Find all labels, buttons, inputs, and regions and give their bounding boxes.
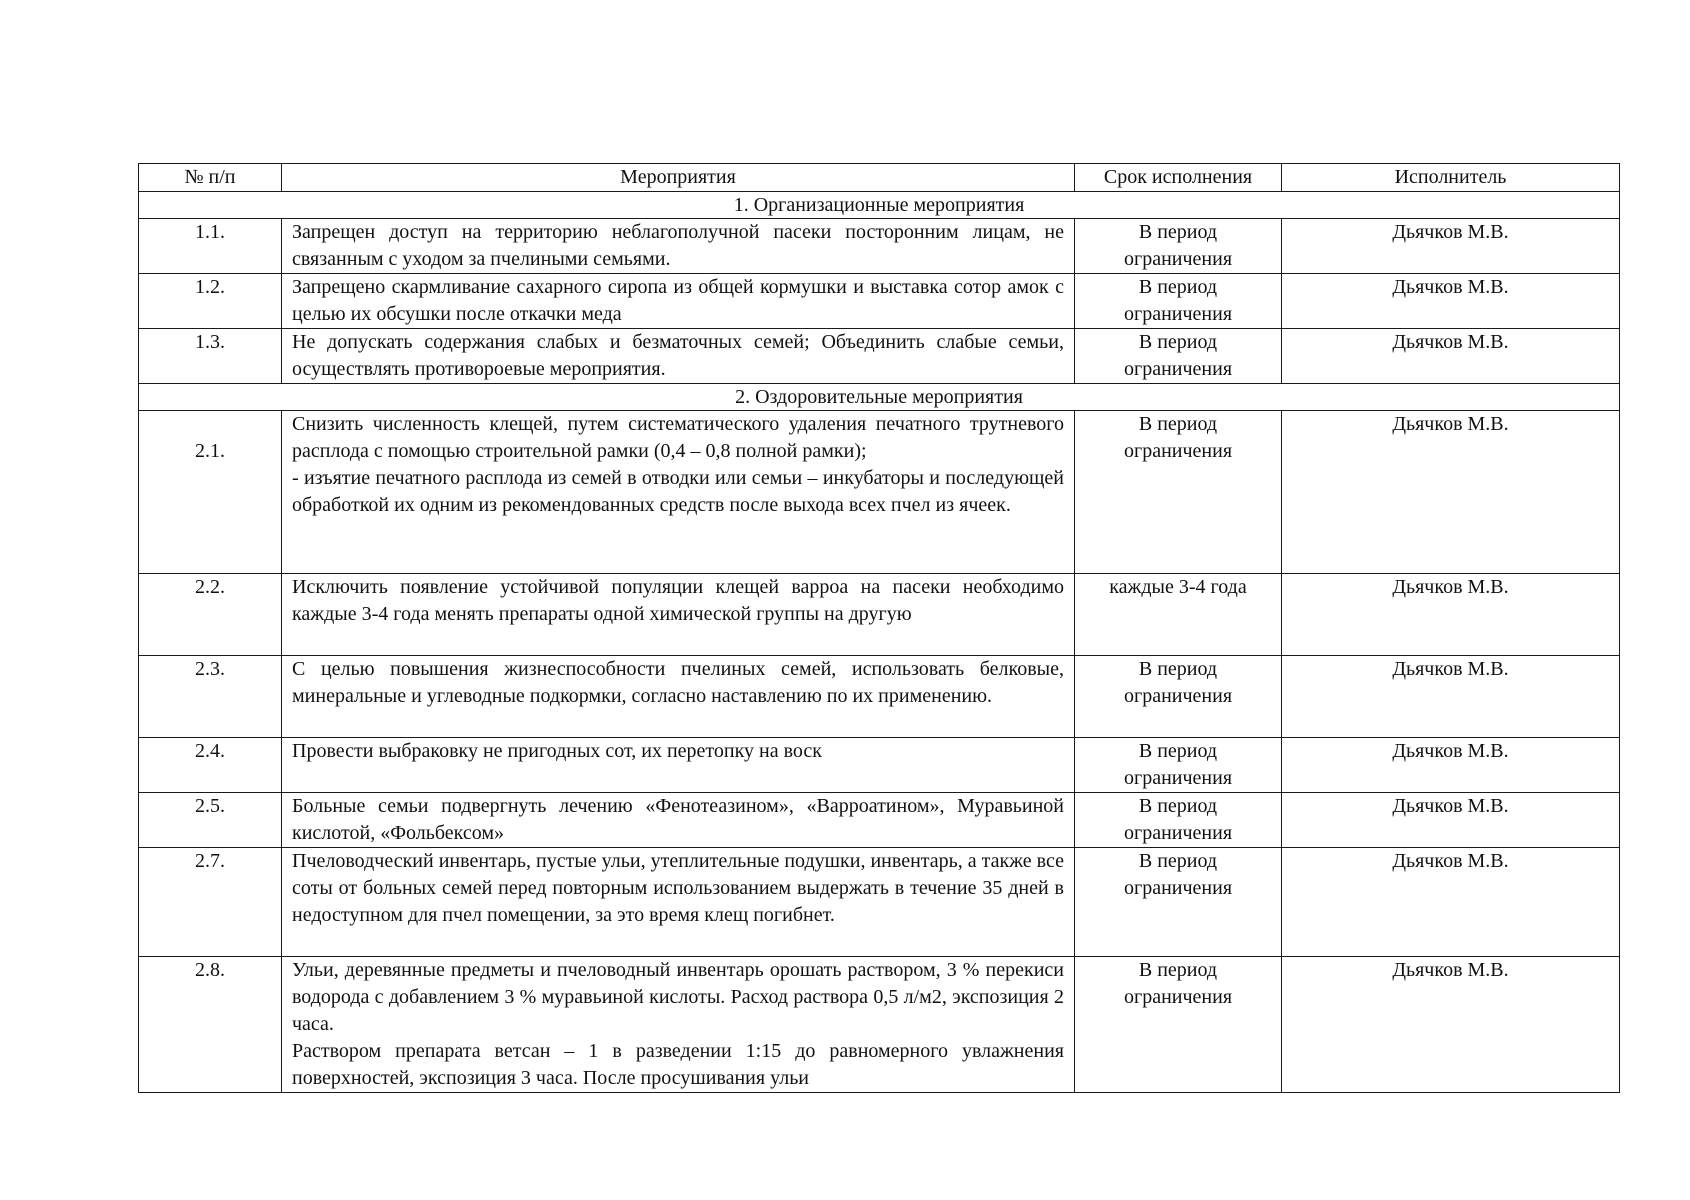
row-activity xyxy=(282,411,1075,574)
row-executor: Дьячков М.В. xyxy=(1282,848,1620,957)
row-term: В период ограничения xyxy=(1075,656,1282,738)
row-number: 2.8. xyxy=(139,957,282,1093)
row-term: В период ограничения xyxy=(1075,848,1282,957)
activity-paragraph: Ульи, деревянные предметы и пчеловодный инвентарь орошать раствором, 3 % перекиси водорода с добавлением 3 % муравьиной кислоты. Расход раствора 0,5 л/м2, экспозиция 2 часа. xyxy=(292,959,1064,1035)
row-term: В период ограничения xyxy=(1075,957,1282,1093)
table-row xyxy=(139,219,1620,274)
activity-paragraph: Запрещено скармливание сахарного сиропа из общей кормушки и выставка сотор амок с целью их обсушки после откачки меда xyxy=(292,276,1064,325)
row-executor: Дьячков М.В. xyxy=(1282,793,1620,848)
section-title: 2. Оздоровительные мероприятия xyxy=(139,384,1620,411)
row-activity xyxy=(282,738,1075,793)
row-number xyxy=(139,411,282,574)
row-executor: Дьячков М.В. xyxy=(1282,574,1620,656)
row-number: 2.5. xyxy=(139,793,282,848)
section-title: 1. Организационные мероприятия xyxy=(139,192,1620,219)
activity-paragraph: Раствором препарата ветсан – 1 в разведении 1:15 до равномерного увлажнения поверхностей, экспозиция 3 часа. После просушивания ульи xyxy=(292,1040,1064,1089)
row-term: В период ограничения xyxy=(1075,219,1282,274)
row-number: 1.2. xyxy=(139,274,282,329)
row-activity xyxy=(282,574,1075,656)
header-executor: Исполнитель xyxy=(1282,164,1620,192)
row-number: 2.3. xyxy=(139,656,282,738)
row-term: В период ограничения xyxy=(1075,793,1282,848)
row-executor: Дьячков М.В. xyxy=(1282,274,1620,329)
table-row xyxy=(139,329,1620,384)
activity-paragraph: Пчеловодческий инвентарь, пустые ульи, утеплительные подушки, инвентарь, а также все соты от больных семей перед повторным использованием выдержать в течение 35 дней в недоступном для пчел помещении, за это время клещ погибнет. xyxy=(292,850,1064,926)
activity-paragraph: Больные семьи подвергнуть лечению «Фенотеазином», «Варроатином», Муравьиной кислотой, «Фольбексом» xyxy=(292,795,1064,844)
header-term: Срок исполнения xyxy=(1075,164,1282,192)
row-activity xyxy=(282,274,1075,329)
row-executor: Дьячков М.В. xyxy=(1282,957,1620,1093)
row-executor: Дьячков М.В. xyxy=(1282,411,1620,574)
row-number-text: 2.1. xyxy=(195,440,225,462)
table-row xyxy=(139,848,1620,957)
row-executor: Дьячков М.В. xyxy=(1282,738,1620,793)
row-executor: Дьячков М.В. xyxy=(1282,329,1620,384)
activity-paragraph: Провести выбраковку не пригодных сот, их перетопку на воск xyxy=(292,740,823,762)
row-number: 1.1. xyxy=(139,219,282,274)
section-row xyxy=(139,384,1620,411)
measures-table xyxy=(138,163,1620,1093)
row-activity xyxy=(282,957,1075,1093)
row-number: 2.2. xyxy=(139,574,282,656)
activity-paragraph: Не допускать содержания слабых и безматочных семей; Объединить слабые семьи, осуществлять противороевые мероприятия. xyxy=(292,331,1064,380)
row-number: 2.7. xyxy=(139,848,282,957)
activity-paragraph: С целью повышения жизнеспособности пчелиных семей, использовать белковые, минеральные и углеводные подкормки, согласно наставлению по их применению. xyxy=(292,658,1064,707)
row-number: 1.3. xyxy=(139,329,282,384)
header-activity: Мероприятия xyxy=(282,164,1075,192)
table-row xyxy=(139,411,1620,574)
table-row xyxy=(139,274,1620,329)
table-row xyxy=(139,574,1620,656)
row-activity xyxy=(282,793,1075,848)
row-activity xyxy=(282,329,1075,384)
activity-paragraph: Исключить появление устойчивой популяции клещей варроа на пасеки необходимо каждые 3-4 года менять препараты одной химической группы на другую xyxy=(292,576,1064,625)
header-num: № п/п xyxy=(139,164,282,192)
table-row xyxy=(139,738,1620,793)
row-activity xyxy=(282,656,1075,738)
row-number: 2.4. xyxy=(139,738,282,793)
table-row xyxy=(139,957,1620,1093)
row-executor: Дьячков М.В. xyxy=(1282,656,1620,738)
row-term: В период ограничения xyxy=(1075,738,1282,793)
row-term: В период ограничения xyxy=(1075,411,1282,574)
table-row xyxy=(139,656,1620,738)
row-term: каждые 3-4 года xyxy=(1075,574,1282,656)
row-activity xyxy=(282,219,1075,274)
activity-paragraph: - изъятие печатного расплода из семей в отводки или семьи – инкубаторы и последующей обработкой их одним из рекомендованных средств после выхода всех пчел из ячеек. xyxy=(292,467,1064,516)
activity-paragraph: Снизить численность клещей, путем систематического удаления печатного трутневого расплода с помощью строительной рамки (0,4 – 0,8 полной рамки); xyxy=(292,413,1064,462)
row-activity xyxy=(282,848,1075,957)
section-row xyxy=(139,192,1620,219)
row-term: В период ограничения xyxy=(1075,329,1282,384)
activity-paragraph: Запрещен доступ на территорию неблагополучной пасеки посторонним лицам, не связанным с уходом за пчелиными семьями. xyxy=(292,221,1064,270)
row-term: В период ограничения xyxy=(1075,274,1282,329)
row-executor: Дьячков М.В. xyxy=(1282,219,1620,274)
table-row xyxy=(139,793,1620,848)
table-header-row xyxy=(139,164,1620,192)
